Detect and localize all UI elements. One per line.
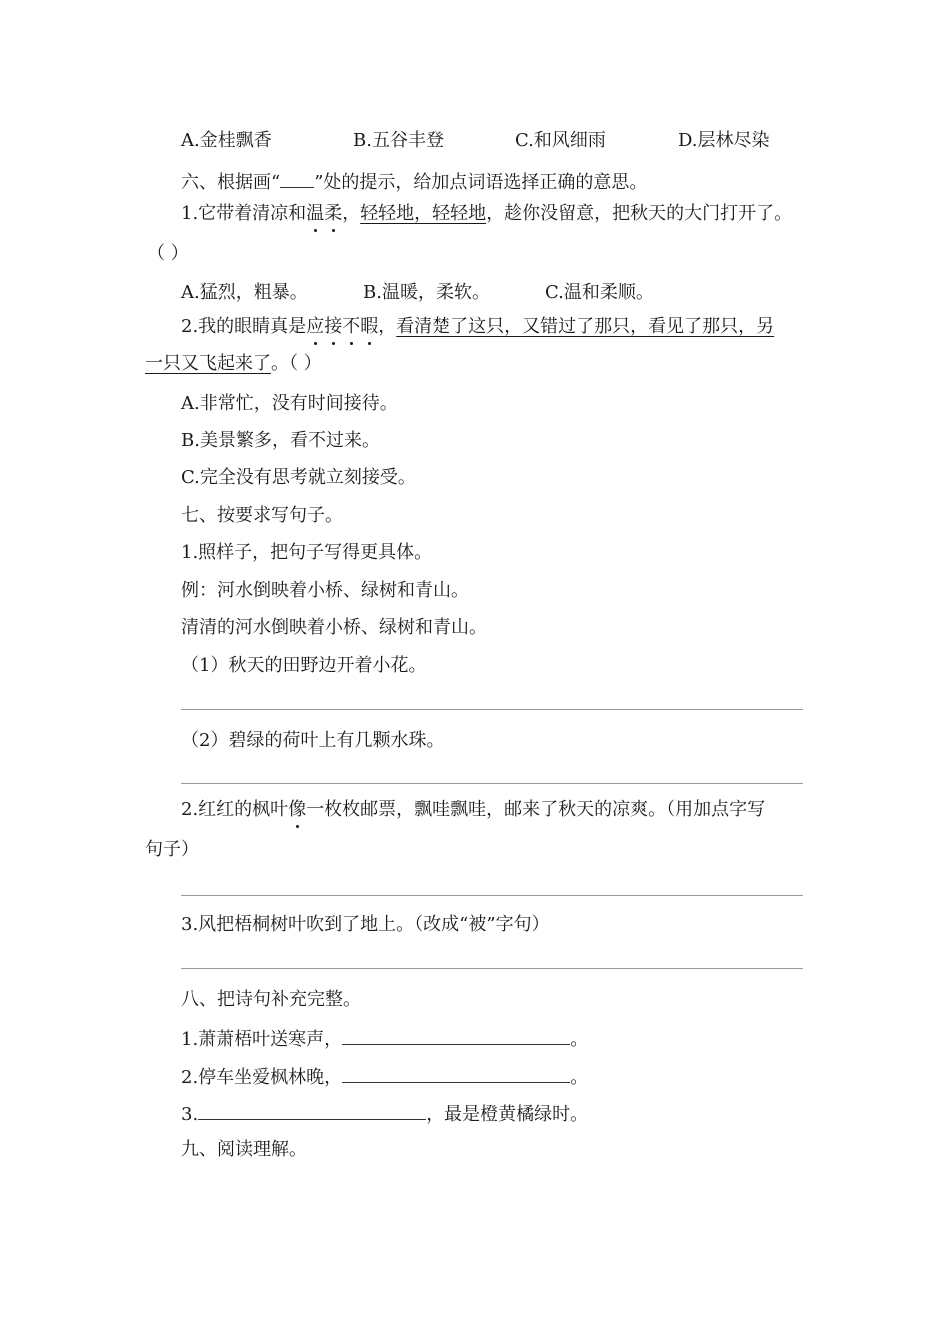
s7-example-answer: 清清的河水倒映着小桥、绿树和青山。 xyxy=(181,617,487,638)
answer-line[interactable] xyxy=(181,783,803,784)
fill-blank[interactable] xyxy=(342,1026,570,1045)
s7-q3: 3.风把梧桐树叶吹到了地上。（改成“被”字句） xyxy=(181,914,550,935)
heading-blank xyxy=(280,169,314,188)
section-7-heading: 七、按要求写句子。 xyxy=(181,505,343,526)
s7-example: 例：河水倒映着小桥、绿树和青山。 xyxy=(181,580,469,601)
s6-q2-option-c: C.完全没有思考就立刻接受。 xyxy=(181,467,416,488)
dotted-char: 接 xyxy=(324,316,343,337)
s7-q1-title: 1.照样子，把句子写得更具体。 xyxy=(181,542,433,563)
dotted-char: 应 xyxy=(306,316,325,337)
poem-line-2: 2.停车坐爱枫林晚， 。 xyxy=(181,1064,588,1089)
answer-line[interactable] xyxy=(181,709,803,710)
dotted-char: 不 xyxy=(342,316,361,337)
answer-paren: （ ） xyxy=(147,243,189,264)
s6-q1-option-a: A.猛烈，粗暴。 xyxy=(181,282,308,303)
s6-q2-option-a: A.非常忙，没有时间接待。 xyxy=(181,393,398,414)
option-a: A.金桂飘香 xyxy=(181,130,272,151)
option-b: B.五谷丰登 xyxy=(353,130,444,151)
answer-line[interactable] xyxy=(181,895,803,896)
s6-q1-option-c: C.温和柔顺。 xyxy=(545,282,654,303)
section-6-heading: 六、根据画“ ”处的提示，给加点词语选择正确的意思。 xyxy=(181,169,647,194)
section-9-heading: 九、阅读理解。 xyxy=(181,1139,307,1160)
option-c: C.和风细雨 xyxy=(515,130,606,151)
s7-q2: 2.红红的枫叶像一枚枚邮票，飘哇飘哇，邮来了秋天的凉爽。（用加点字写 xyxy=(181,799,766,820)
s6-question-2: 2.我的眼睛真是应接不暇，看清楚了这只，又错过了那只，看见了那只，另 xyxy=(181,316,775,337)
underlined-hint: 一只又飞起来了 xyxy=(145,353,271,374)
underlined-hint: 看清楚了这只，又错过了那只，看见了那只，另 xyxy=(396,316,775,337)
dotted-char: 柔 xyxy=(324,203,343,224)
dotted-char: 像 xyxy=(288,799,307,820)
poem-line-3: 3. ，最是橙黄橘绿时。 xyxy=(181,1101,588,1126)
dotted-char: 暇 xyxy=(360,316,379,337)
section-8-heading: 八、把诗句补充完整。 xyxy=(181,989,361,1010)
answer-line[interactable] xyxy=(181,968,803,969)
s6-question-1: 1.它带着清凉和温柔，轻轻地，轻轻地，趁你没留意，把秋天的大门打开了。 xyxy=(181,203,793,224)
poem-line-1: 1.萧萧梧叶送寒声， 。 xyxy=(181,1026,588,1051)
s7-q2-cont: 句子） xyxy=(145,839,199,860)
fill-blank[interactable] xyxy=(342,1064,570,1083)
fill-blank[interactable] xyxy=(198,1101,426,1120)
s7-q1-2: （2）碧绿的荷叶上有几颗水珠。 xyxy=(181,730,445,751)
s6-q2-option-b: B.美景繁多，看不过来。 xyxy=(181,430,380,451)
s7-q1-1: （1）秋天的田野边开着小花。 xyxy=(181,655,427,676)
s6-q1-option-b: B.温暖，柔软。 xyxy=(363,282,490,303)
underlined-hint: 轻轻地，轻轻地 xyxy=(360,203,487,224)
dotted-char: 温 xyxy=(306,203,325,224)
s6-question-2-cont: 一只又飞起来了。（ ） xyxy=(145,353,322,374)
option-d: D.层林尽染 xyxy=(678,130,770,151)
